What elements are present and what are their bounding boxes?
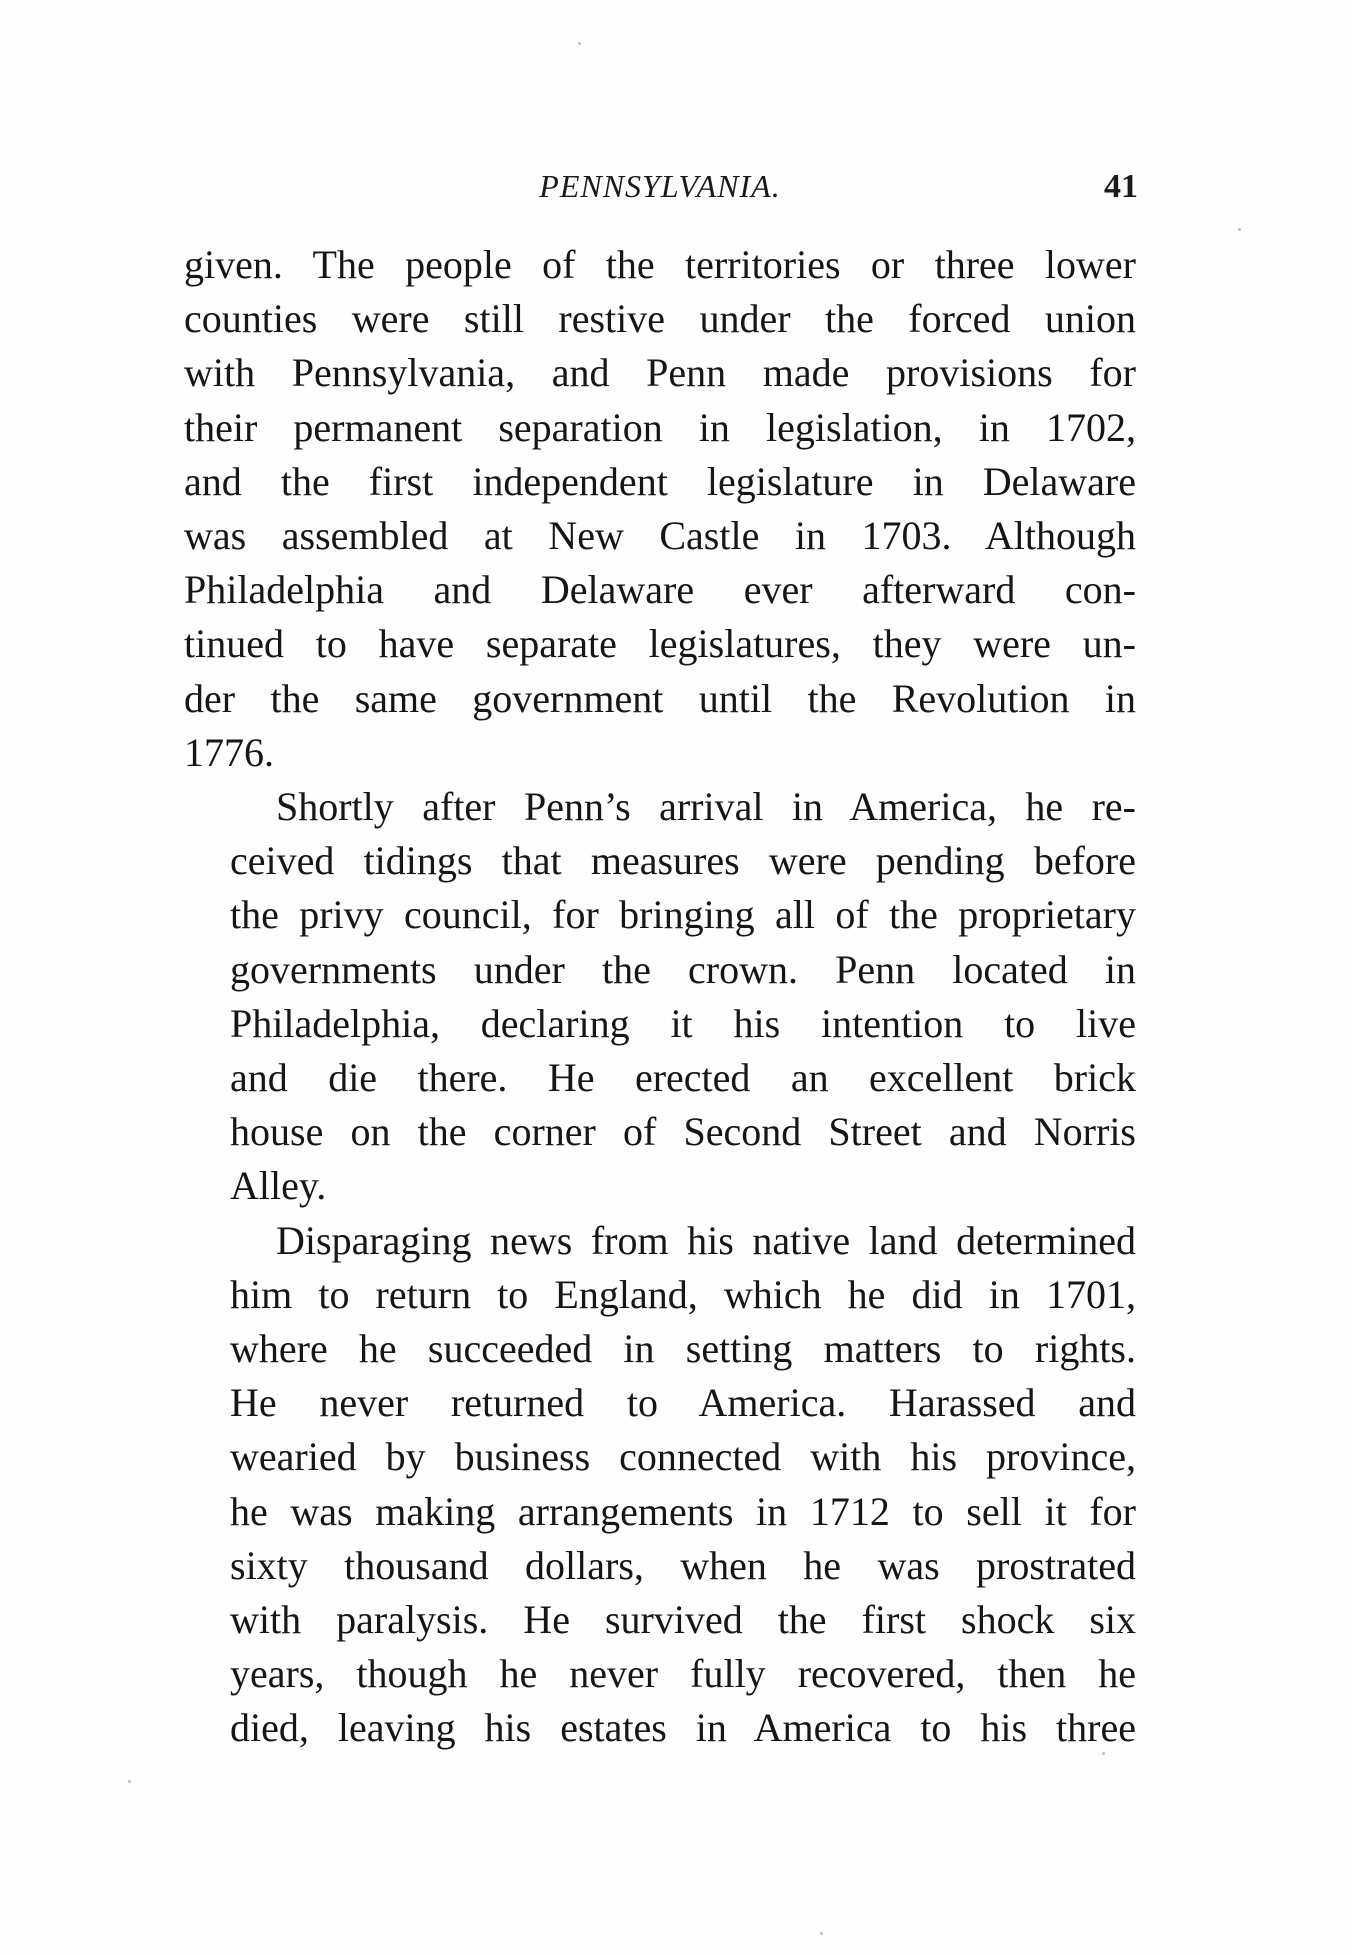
- text-line: der the same government until the Revolution in: [184, 675, 1136, 721]
- text-line: and die there. He erected an excellent brick: [230, 1055, 1136, 1101]
- body-text: [184, 238, 1136, 1756]
- text-line: the privy council, for bringing all of the proprietary: [230, 892, 1136, 938]
- running-title: PENNSYLVANIA.: [539, 168, 781, 204]
- text-line: years, though he never fully recovered, then he: [230, 1651, 1136, 1697]
- text-line: wearied by business connected with his province,: [230, 1434, 1136, 1480]
- text-line: given. The people of the territories or three lower: [184, 242, 1136, 287]
- text-line: with paralysis. He survived the first shock six: [230, 1597, 1136, 1643]
- text-line: ceived tidings that measures were pending before: [230, 838, 1136, 884]
- paragraph-1: [184, 238, 1136, 780]
- text-line: their permanent separation in legislation, in 1702,: [184, 404, 1136, 450]
- paragraph-3: [184, 1214, 1136, 1756]
- text-line: He never returned to America. Harassed and: [230, 1380, 1136, 1426]
- text-line: Philadelphia, declaring it his intention to live: [230, 1000, 1136, 1046]
- paper-speck: [578, 42, 581, 45]
- page-number: 41: [1104, 168, 1138, 205]
- text-line: tinued to have separate legislatures, they were un-: [184, 621, 1136, 667]
- text-line: 1776.: [184, 729, 274, 775]
- text-line: Alley.: [230, 1163, 327, 1209]
- text-line: he was making arrangements in 1712 to sell it for: [230, 1488, 1136, 1534]
- text-line: house on the corner of Second Street and Norris: [230, 1109, 1136, 1155]
- text-line: and the first independent legislature in Delaware: [184, 458, 1136, 504]
- text-line: sixty thousand dollars, when he was prostrated: [230, 1542, 1136, 1588]
- text-line: governments under the crown. Penn located in: [230, 946, 1136, 992]
- text-line: with Pennsylvania, and Penn made provisions for: [184, 350, 1136, 396]
- paragraph-2: [184, 780, 1136, 1214]
- text-line: him to return to England, which he did in 1701,: [230, 1271, 1136, 1317]
- text-line: Shortly after Penn’s arrival in America, he re-: [276, 784, 1136, 830]
- paper-speck: [128, 1780, 131, 1783]
- text-line: Philadelphia and Delaware ever afterward con-: [184, 567, 1136, 613]
- text-line: where he succeeded in setting matters to rights.: [230, 1326, 1136, 1372]
- running-head: [182, 168, 1138, 216]
- text-line: counties were still restive under the forced union: [184, 296, 1136, 342]
- paper-speck: [1102, 1752, 1105, 1755]
- text-line: Disparaging news from his native land determined: [276, 1217, 1136, 1263]
- paper-speck: [1238, 228, 1241, 231]
- paper-speck: [820, 1932, 823, 1935]
- text-line: was assembled at New Castle in 1703. Although: [184, 513, 1136, 559]
- text-line: died, leaving his estates in America to his three: [230, 1705, 1136, 1751]
